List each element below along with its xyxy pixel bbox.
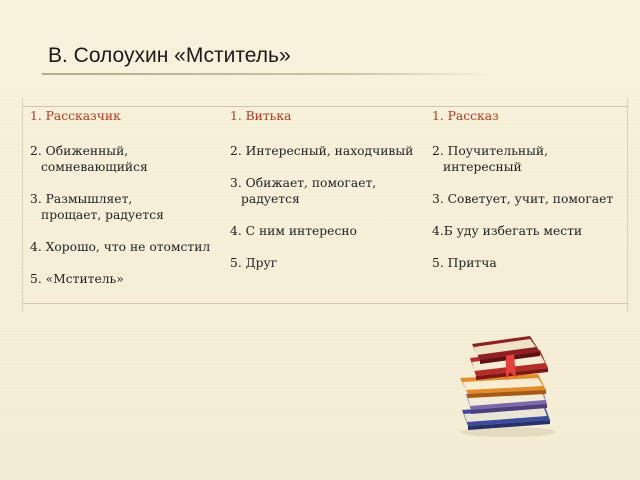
- table-top-border: [22, 106, 628, 107]
- list-item: [30, 239, 210, 255]
- slide-title: В. Солоухин «Мститель»: [48, 44, 291, 67]
- list-item-text: 3. Советует, учит, помогает: [432, 192, 614, 206]
- list-item: [432, 223, 582, 239]
- list-item-text: 4.Б уду избегать мести: [432, 224, 583, 238]
- list-item-text: 2. Поучительный,: [432, 144, 549, 158]
- list-item-text: 1. Рассказчик: [30, 109, 121, 123]
- title-underline: [42, 73, 492, 75]
- list-item-text: 3. Размышляет,: [30, 192, 133, 206]
- list-item-text: 4. С ним интересно: [230, 224, 357, 238]
- list-item-text: 3. Обижает, помогает,: [230, 176, 377, 190]
- list-item-text: 5. «Мститель»: [30, 272, 124, 286]
- list-item: [432, 191, 613, 207]
- list-item-text: 5. Друг: [230, 256, 278, 270]
- list-item: [230, 223, 357, 239]
- list-item-text: 1. Рассказ: [432, 109, 499, 123]
- stack-of-books-icon: [452, 334, 564, 438]
- list-item: [230, 108, 291, 124]
- list-item: [230, 175, 376, 207]
- list-item: [30, 108, 121, 124]
- list-item: [432, 143, 548, 175]
- list-item-text: 2. Интересный, находчивый: [230, 144, 414, 158]
- list-item-text-cont: интересный: [443, 160, 522, 174]
- list-item-text: 2. Обиженный,: [30, 144, 129, 158]
- list-item-text-cont: прощает, радуется: [41, 208, 164, 222]
- table-right-border: [627, 98, 628, 312]
- list-item-text: 1. Витька: [230, 109, 292, 123]
- list-item-text-cont: сомневающийся: [41, 160, 148, 174]
- table-left-border: [22, 98, 23, 312]
- list-item: [30, 191, 164, 223]
- list-item: [30, 143, 148, 175]
- list-item-text: 5. Притча: [432, 256, 497, 270]
- list-item: [30, 271, 124, 287]
- list-item: [432, 108, 499, 124]
- table-bottom-border: [22, 303, 628, 304]
- list-item: [432, 255, 497, 271]
- list-item-text-cont: радуется: [241, 192, 300, 206]
- list-item-text: 4. Хорошо, что не отомстил: [30, 240, 211, 254]
- list-item: [230, 255, 277, 271]
- list-item: [230, 143, 413, 159]
